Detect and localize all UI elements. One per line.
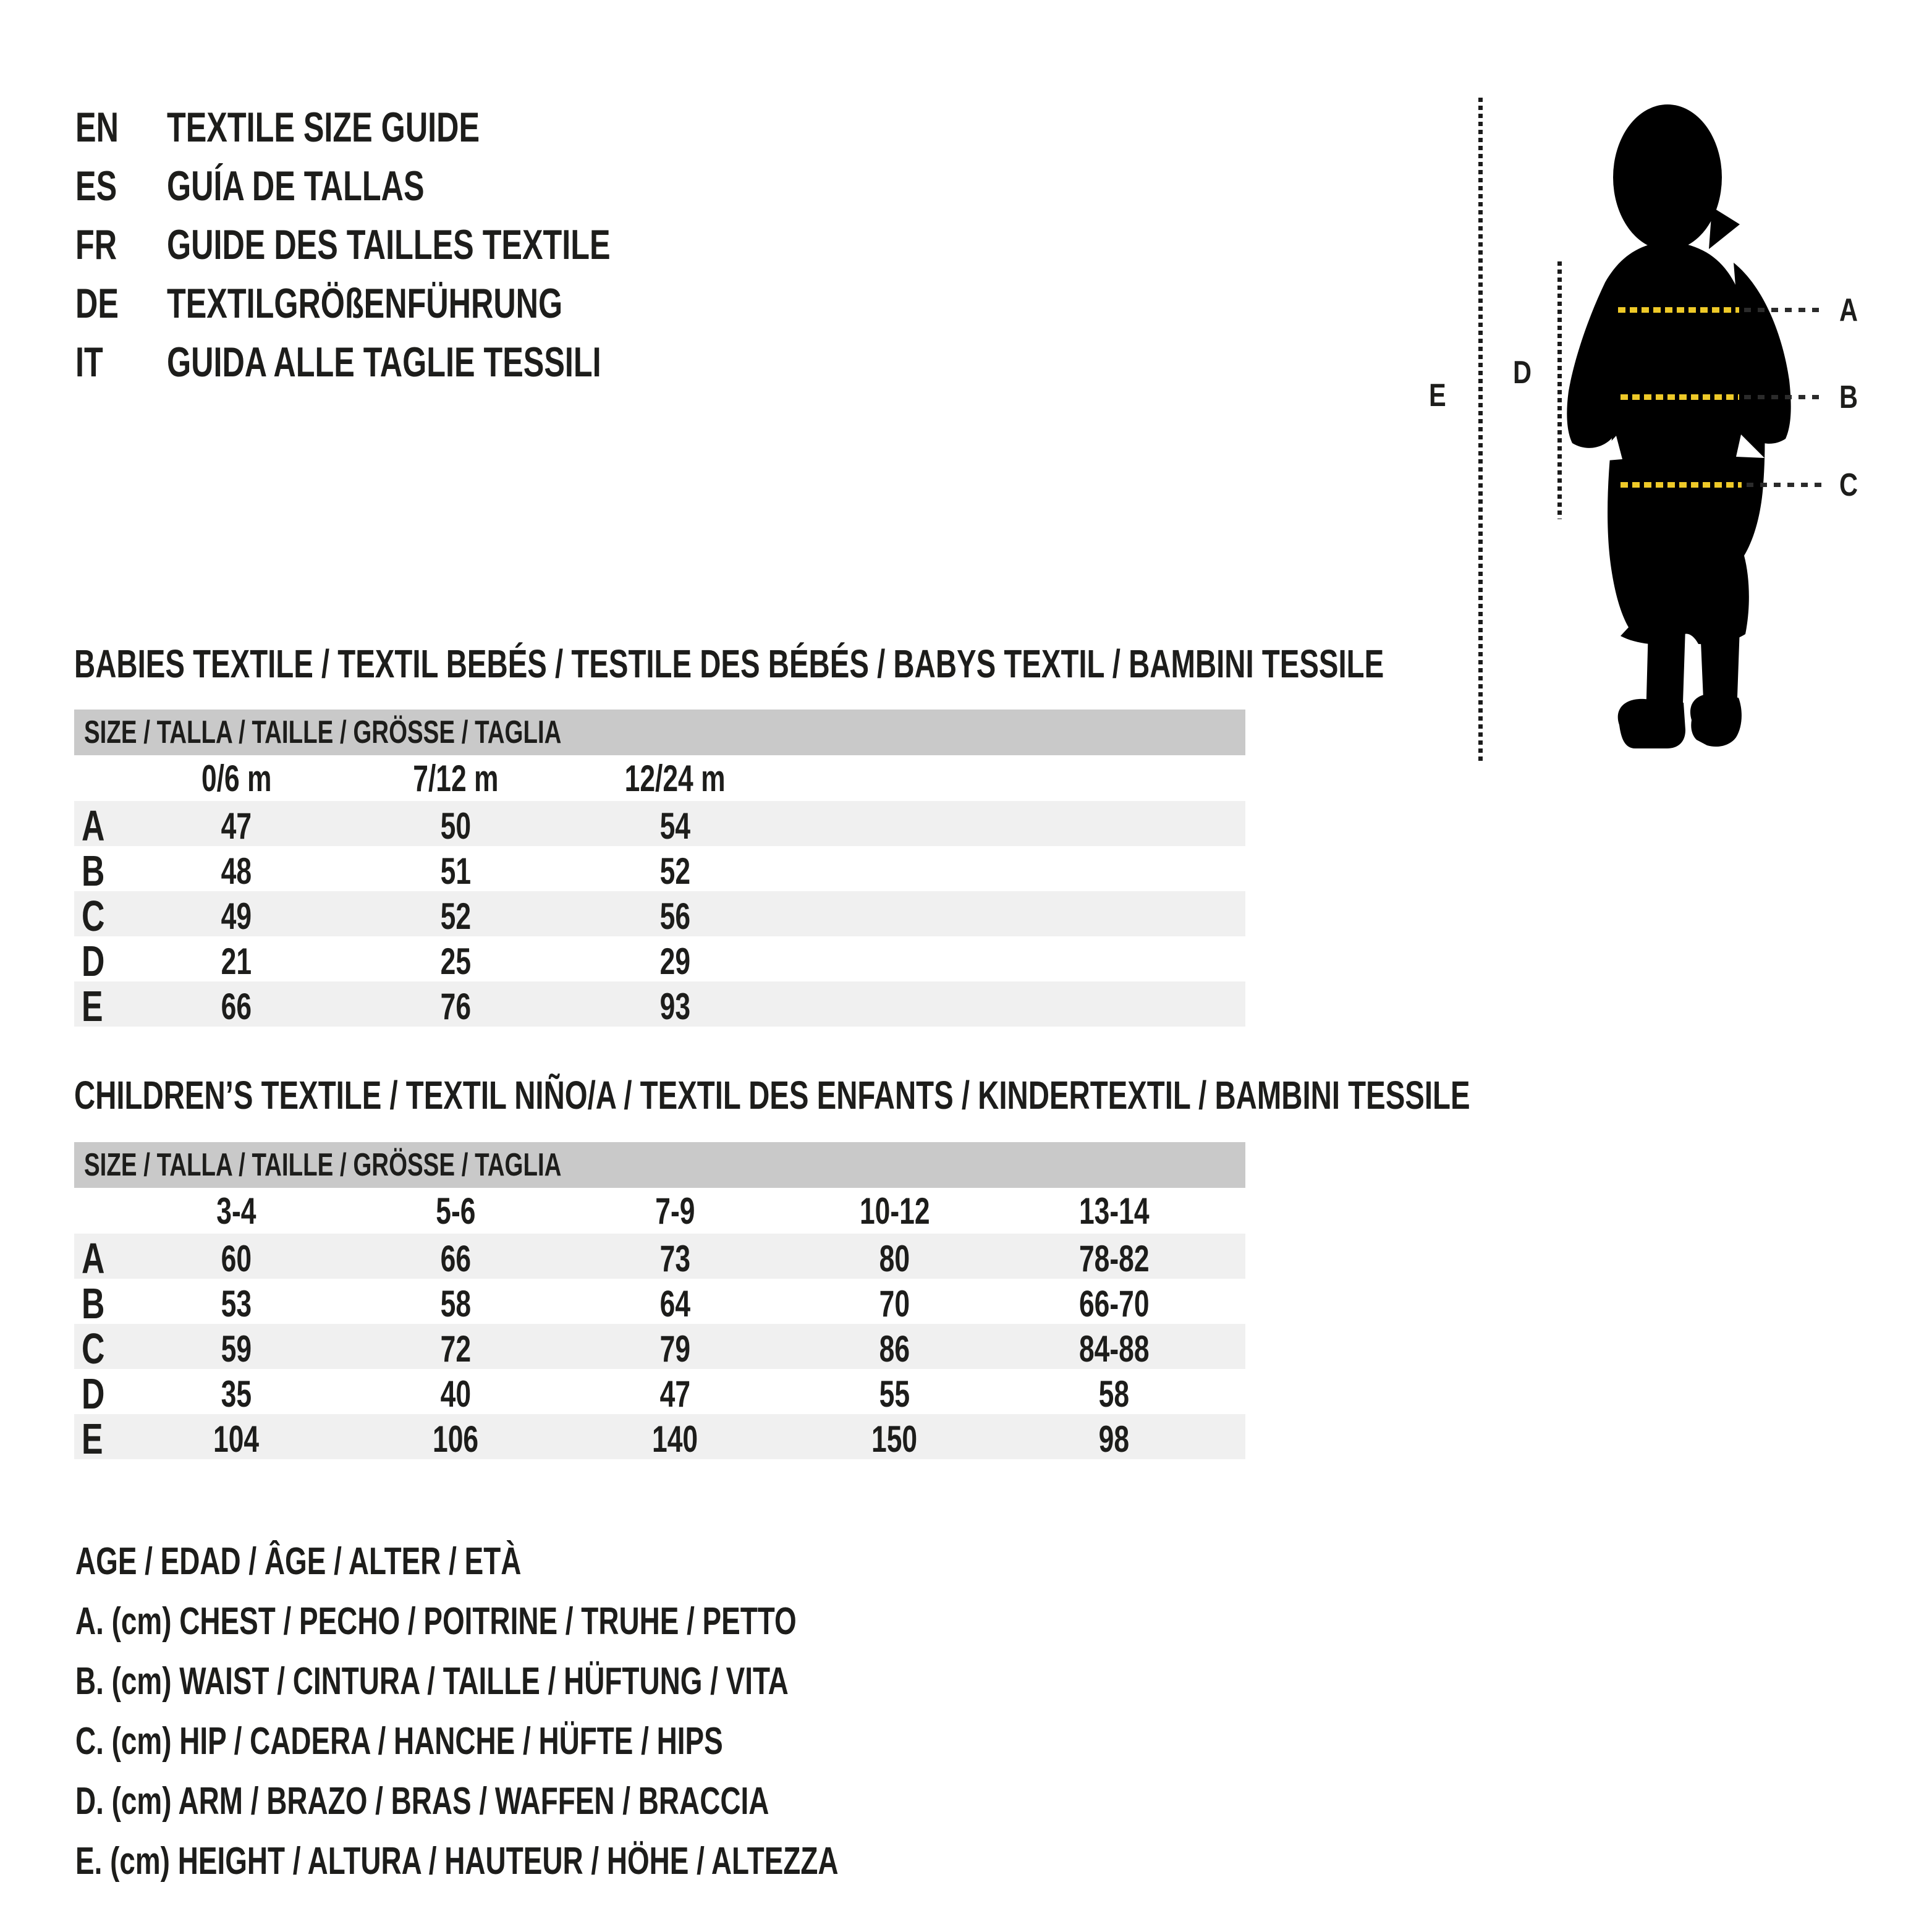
size-value-cell: 66 <box>440 1237 472 1279</box>
row-label: E <box>82 1415 103 1463</box>
lang-code-es: ES <box>75 162 117 210</box>
size-header-text: SIZE / TALLA / TAILLE / GRÖSSE / TAGLIA <box>84 1147 562 1183</box>
title-en: TEXTILE SIZE GUIDE <box>167 103 480 151</box>
table-row-a <box>74 801 1245 850</box>
title-it: GUIDA ALLE TAGLIE TESSILI <box>167 338 601 386</box>
size-value-cell: 50 <box>440 805 472 847</box>
column-header: 12/24 m <box>625 757 726 799</box>
measure-label-chest: A <box>1839 292 1858 328</box>
legend-height: E. (cm) HEIGHT / ALTURA / HAUTEUR / HÖHE / ALTEZZA <box>75 1840 839 1883</box>
size-value-cell: 58 <box>440 1282 472 1324</box>
size-value-cell: 49 <box>221 895 252 937</box>
row-label: D <box>82 937 105 985</box>
size-value-cell: 64 <box>659 1282 691 1324</box>
babies-section-title: BABIES TEXTILE / TEXTIL BEBÉS / TESTILE DES BÉBÉS / BABYS TEXTIL / BAMBINI TESSILE <box>74 642 1384 686</box>
row-label: A <box>82 1234 105 1282</box>
size-value-cell: 48 <box>221 850 252 892</box>
size-value-cell: 52 <box>440 895 472 937</box>
size-value-cell: 58 <box>1098 1373 1130 1415</box>
header-row-es <box>75 156 766 215</box>
size-header-text: SIZE / TALLA / TAILLE / GRÖSSE / TAGLIA <box>84 714 562 750</box>
title-fr: GUIDE DES TAILLES TEXTILE <box>167 221 611 268</box>
measurement-legend <box>75 1532 1106 1891</box>
children-section-title: CHILDREN’S TEXTILE / TEXTIL NIÑO/A / TEXTIL DES ENFANTS / KINDERTEXTIL / BAMBINI TESSILE <box>74 1073 1470 1117</box>
size-value-cell: 40 <box>440 1373 472 1415</box>
column-header: 5-6 <box>436 1190 476 1232</box>
measure-label-height: E <box>1429 378 1446 413</box>
size-value-cell: 140 <box>652 1418 698 1460</box>
size-value-cell: 72 <box>440 1328 472 1370</box>
babies-size-table <box>74 710 1245 1030</box>
legend-arm: D. (cm) ARM / BRAZO / BRAS / WAFFEN / BRACCIA <box>75 1780 769 1823</box>
hip-leader-line <box>1747 483 1826 487</box>
size-header-bar <box>74 1142 1245 1188</box>
row-label: E <box>82 982 103 1030</box>
size-value-cell: 54 <box>659 805 691 847</box>
size-value-cell: 35 <box>221 1373 252 1415</box>
column-header-row <box>74 755 1245 801</box>
size-value-cell: 47 <box>221 805 252 847</box>
row-label: D <box>82 1370 105 1418</box>
table-row-d <box>74 1369 1245 1418</box>
size-value-cell: 53 <box>221 1282 252 1324</box>
header-row-de <box>75 274 766 333</box>
measure-label-hip: C <box>1839 467 1858 503</box>
row-label: B <box>82 847 105 895</box>
language-header <box>75 98 766 391</box>
row-label: C <box>82 1324 105 1373</box>
size-value-cell: 66 <box>221 985 252 1027</box>
hip-measure-line <box>1621 482 1742 488</box>
chest-leader-line <box>1744 308 1826 312</box>
size-value-cell: 98 <box>1098 1418 1130 1460</box>
size-value-cell: 56 <box>659 895 691 937</box>
size-value-cell: 150 <box>871 1418 918 1460</box>
size-value-cell: 84-88 <box>1078 1328 1150 1370</box>
size-header-bar <box>74 710 1245 755</box>
children-size-table <box>74 1142 1245 1463</box>
legend-age: AGE / EDAD / ÂGE / ALTER / ETÀ <box>75 1540 522 1583</box>
size-value-cell: 55 <box>879 1373 910 1415</box>
table-row-e <box>74 1414 1245 1463</box>
column-header: 10-12 <box>859 1190 930 1232</box>
column-header: 7-9 <box>655 1190 695 1232</box>
size-value-cell: 25 <box>440 940 472 982</box>
table-row-b <box>74 1279 1245 1328</box>
column-header-row <box>74 1188 1245 1234</box>
size-value-cell: 60 <box>221 1237 252 1279</box>
lang-code-fr: FR <box>75 221 117 268</box>
row-label: A <box>82 802 105 850</box>
lang-code-de: DE <box>75 279 119 327</box>
size-value-cell: 29 <box>659 940 691 982</box>
size-value-cell: 70 <box>879 1282 910 1324</box>
size-value-cell: 66-70 <box>1078 1282 1150 1324</box>
size-value-cell: 59 <box>221 1328 252 1370</box>
size-value-cell: 47 <box>659 1373 691 1415</box>
size-value-cell: 86 <box>879 1328 910 1370</box>
size-value-cell: 93 <box>659 985 691 1027</box>
lang-code-it: IT <box>75 338 103 386</box>
column-header: 3-4 <box>216 1190 256 1232</box>
table-row-e <box>74 981 1245 1030</box>
size-value-cell: 76 <box>440 985 472 1027</box>
chest-measure-line <box>1618 307 1739 313</box>
header-row-fr <box>75 215 766 274</box>
size-value-cell: 51 <box>440 850 472 892</box>
measure-label-waist: B <box>1839 379 1858 415</box>
header-row-en <box>75 98 766 156</box>
size-value-cell: 80 <box>879 1237 910 1279</box>
table-row-c <box>74 1324 1245 1373</box>
title-es: GUÍA DE TALLAS <box>167 162 425 210</box>
legend-hip: C. (cm) HIP / CADERA / HANCHE / HÜFTE / HIPS <box>75 1720 723 1763</box>
row-label: C <box>82 892 105 940</box>
table-row-d <box>74 936 1245 985</box>
size-value-cell: 21 <box>221 940 252 982</box>
size-value-cell: 78-82 <box>1078 1237 1150 1279</box>
table-row-b <box>74 846 1245 895</box>
measure-label-arm: D <box>1513 355 1532 391</box>
size-value-cell: 104 <box>213 1418 260 1460</box>
waist-measure-line <box>1621 394 1739 400</box>
column-header: 0/6 m <box>201 757 272 799</box>
legend-chest: A. (cm) CHEST / PECHO / POITRINE / TRUHE / PETTO <box>75 1600 797 1643</box>
header-row-it <box>75 333 766 391</box>
title-de: TEXTILGRÖßENFÜHRUNG <box>167 279 563 327</box>
size-value-cell: 52 <box>659 850 691 892</box>
size-value-cell: 73 <box>659 1237 691 1279</box>
table-row-a <box>74 1234 1245 1282</box>
size-value-cell: 79 <box>659 1328 691 1370</box>
column-header: 7/12 m <box>413 757 499 799</box>
waist-leader-line <box>1744 395 1826 399</box>
legend-waist: B. (cm) WAIST / CINTURA / TAILLE / HÜFTUNG / VITA <box>75 1660 789 1703</box>
lang-code-en: EN <box>75 103 119 151</box>
row-label: B <box>82 1279 105 1328</box>
size-value-cell: 106 <box>433 1418 479 1460</box>
table-row-c <box>74 891 1245 940</box>
column-header: 13-14 <box>1078 1190 1150 1232</box>
